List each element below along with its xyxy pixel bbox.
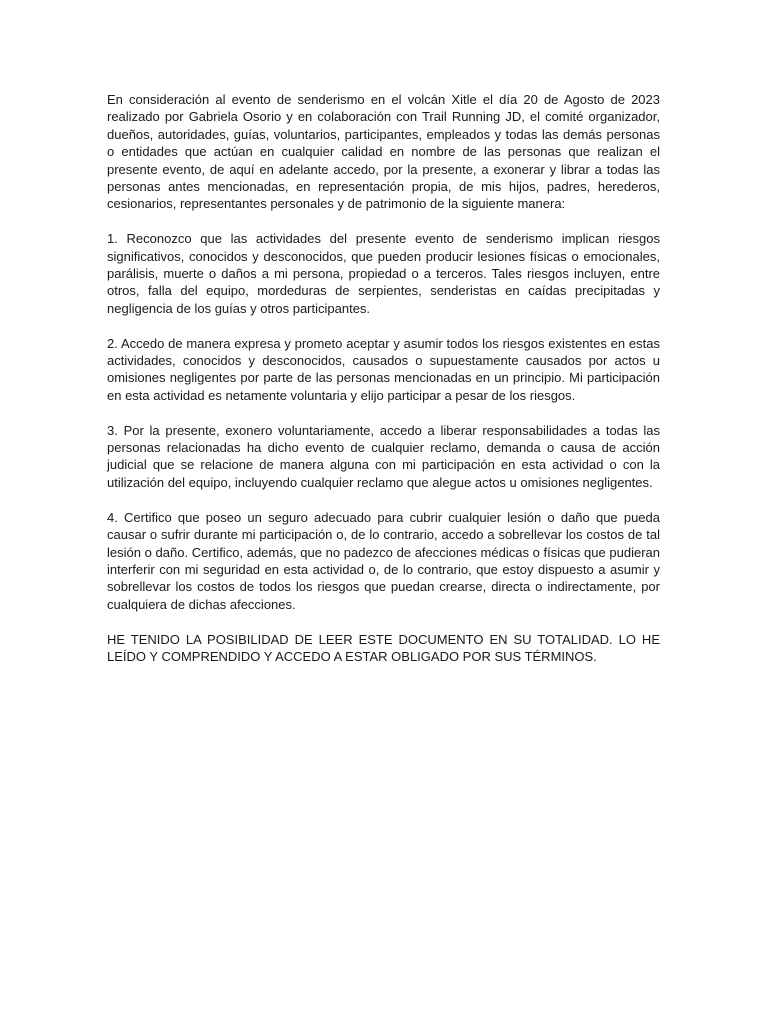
intro-paragraph: En consideración al evento de senderismo en el volcán Xitle el día 20 de Agosto de 2023 realizado por Gabriela Osorio y en colaboración con Trail Running JD, el comité organizador, dueños, autoridades, guías, voluntarios, participantes, empleados y todas las demás personas o entidades que actúan en cualquier calidad en nombre de las personas que realizan el presente evento, de aquí en adelante accedo, por la presente, a exonerar y librar a todas las personas antes mencionadas, en representación propia, de mis hijos, padres, herederos, cesionarios, representantes personales y de patrimonio de la siguiente manera: [107, 92, 660, 212]
clause-4-paragraph: 4. Certifico que poseo un seguro adecuado para cubrir cualquier lesión o daño que pueda causar o sufrir durante mi participación o, de lo contrario, accedo a sobrellevar los costos de tal lesión o daño. Certifico, además, que no padezco de afecciones médicas o físicas que pudieran interferir con mi seguridad en esta actividad o, de lo contrario, que estoy dispuesto a asumir y sobrellevar los costos de todos los riesgos que puedan crearse, directa o indirectamente, por cualquiera de dichas afecciones. [107, 509, 660, 612]
clause-1-paragraph: 1. Reconozco que las actividades del presente evento de senderismo implican riesgos significativos, conocidos y desconocidos, que pueden producir lesiones físicas o emocionales, parálisis, muerte o daños a mi persona, propiedad o a terceros. Tales riesgos incluyen, entre otros, falla del equipo, mordeduras de serpientes, senderistas en caídas precipitadas y negligencia de los guías y otros participantes. [107, 231, 660, 316]
closing-statement: HE TENIDO LA POSIBILIDAD DE LEER ESTE DOCUMENTO EN SU TOTALIDAD. LO HE LEÍDO Y COMPRENDIDO Y ACCEDO A ESTAR OBLIGADO POR SUS TÉRMINOS. [107, 631, 660, 664]
clause-2-paragraph: 2. Accedo de manera expresa y prometo aceptar y asumir todos los riesgos existentes en estas actividades, conocidos y desconocidos, causados o supuestamente causados por actos u omisiones negligentes por parte de las personas mencionadas en un principio. Mi participación en esta actividad es netamente voluntaria y elijo participar a pesar de los riesgos. [107, 335, 660, 403]
clause-3-paragraph: 3. Por la presente, exonero voluntariamente, accedo a liberar responsabilidades a todas las personas relacionadas ha dicho evento de cualquier reclamo, demanda o causa de acción judicial que se relacione de manera alguna con mi participación en esta actividad o con la utilización del equipo, incluyendo cualquier reclamo que alegue actos u omisiones negligentes. [107, 422, 660, 490]
document-body [107, 91, 660, 665]
